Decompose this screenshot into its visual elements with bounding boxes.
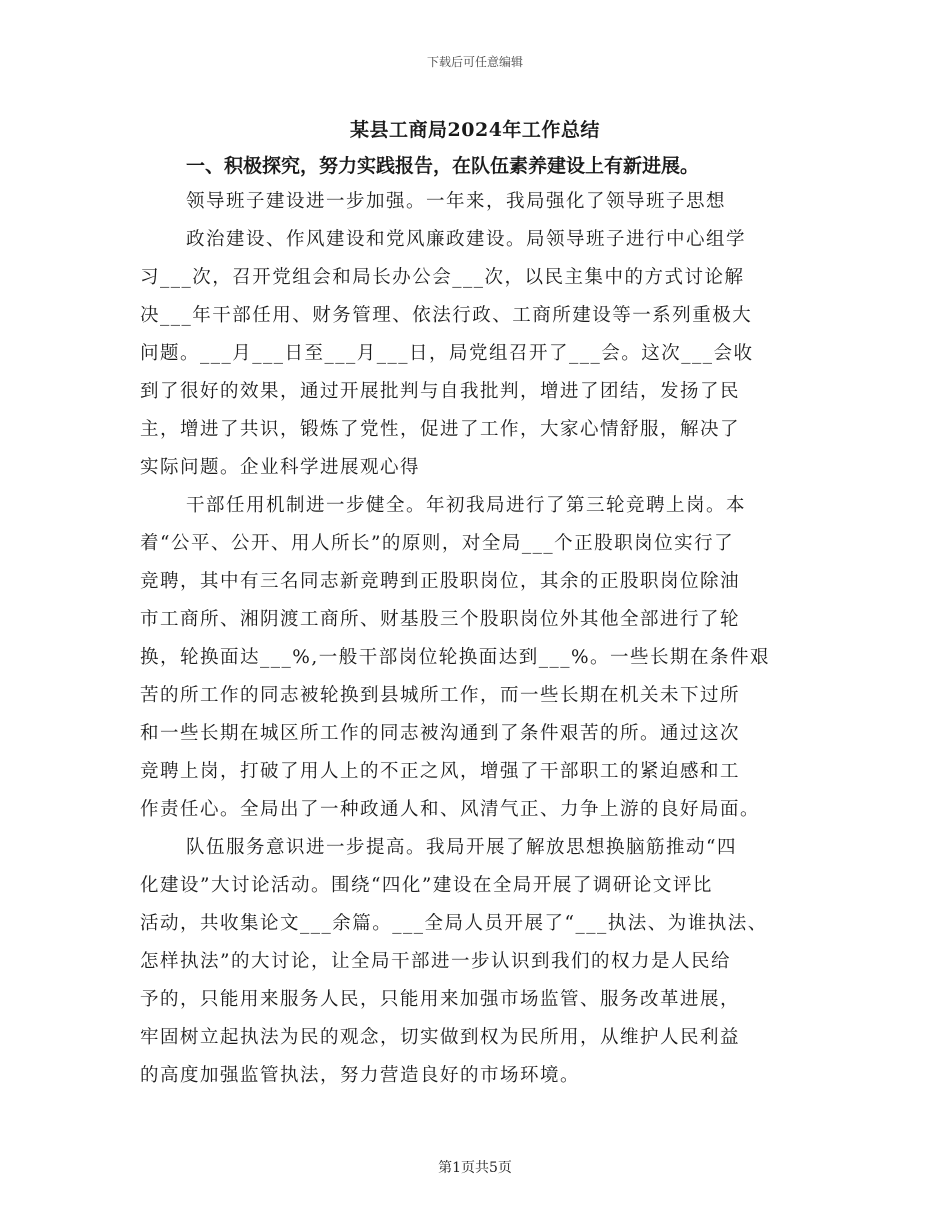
body-line: 怎样执法”的大讨论，让全局干部进一步认识到我们的权力是人民给 [140, 951, 731, 972]
body-line: 到了很好的效果，通过开展批判与自我批判，增进了团结，发扬了民 [140, 381, 741, 402]
body-line: 队伍服务意识进一步提高。我局开展了解放思想换脑筋推动“四 [186, 837, 737, 858]
body-line: 苦的所工作的同志被轮换到县城所工作，而一些长期在机关未下过所 [140, 685, 741, 706]
body-line: 主，增进了共识，锻炼了党性，促进了工作，大家心情舒服，解决了 [140, 419, 741, 440]
body-line: 着“公平、公开、用人所长”的原则，对全局___个正股职岗位实行了 [140, 533, 735, 554]
document-title: 某县工商局2024年工作总结 [350, 119, 600, 141]
body-line: 决___年干部任用、财务管理、依法行政、工商所建设等一系列重极大 [140, 305, 753, 326]
body-line: 政治建设、作风建设和党风廉政建设。局领导班子进行中心组学 [186, 229, 747, 250]
page-footer: 第1页共5页 [438, 1160, 512, 1176]
body-line: 竞聘，其中有三名同志新竞聘到正股职岗位，其余的正股职岗位除油 [140, 571, 741, 592]
body-line: 市工商所、湘阴渡工商所、财基股三个股职岗位外其他全部进行了轮 [140, 609, 741, 630]
body-line: 竞聘上岗，打破了用人上的不正之风，增强了干部职工的紧迫感和工 [140, 761, 741, 782]
body-line: 活动，共收集论文___余篇。___全局人员开展了“___执法、为谁执法、 [140, 913, 768, 934]
body-line: 领导班子建设进一步加强。一年来，我局强化了领导班子思想 [186, 191, 727, 212]
header-note: 下载后可任意编辑 [426, 55, 523, 69]
body-line: 化建设”大讨论活动。围绕“四化”建设在全局开展了调研论文评比 [140, 875, 713, 896]
body-line: 牢固树立起执法为民的观念，切实做到权为民所用，从维护人民利益 [140, 1027, 741, 1048]
body-line: 的高度加强监管执法，努力营造良好的市场环境。 [140, 1065, 581, 1086]
body-line: 实际问题。企业科学进展观心得 [140, 457, 421, 478]
body-line: 作责任心。全局出了一种政通人和、风清气正、力争上游的良好局面。 [140, 799, 761, 820]
body-line: 和一些长期在城区所工作的同志被沟通到了条件艰苦的所。通过这次 [140, 723, 741, 744]
section-heading: 一、积极探究，努力实践报告，在队伍素养建设上有新进展。 [186, 155, 700, 177]
body-line: 换，轮换面达___%,一般干部岗位轮换面达到___%。一些长期在条件艰 [140, 647, 771, 668]
body-line: 予的，只能用来服务人民，只能用来加强市场监管、服务改革进展， [140, 989, 741, 1010]
body-line: 干部任用机制进一步健全。年初我局进行了第三轮竞聘上岗。本 [186, 495, 747, 516]
body-line: 问题。___月___日至___月___日，局党组召开了___会。这次___会收 [140, 343, 754, 364]
body-line: 习___次，召开党组会和局长办公会___次，以民主集中的方式讨论解 [140, 267, 745, 288]
